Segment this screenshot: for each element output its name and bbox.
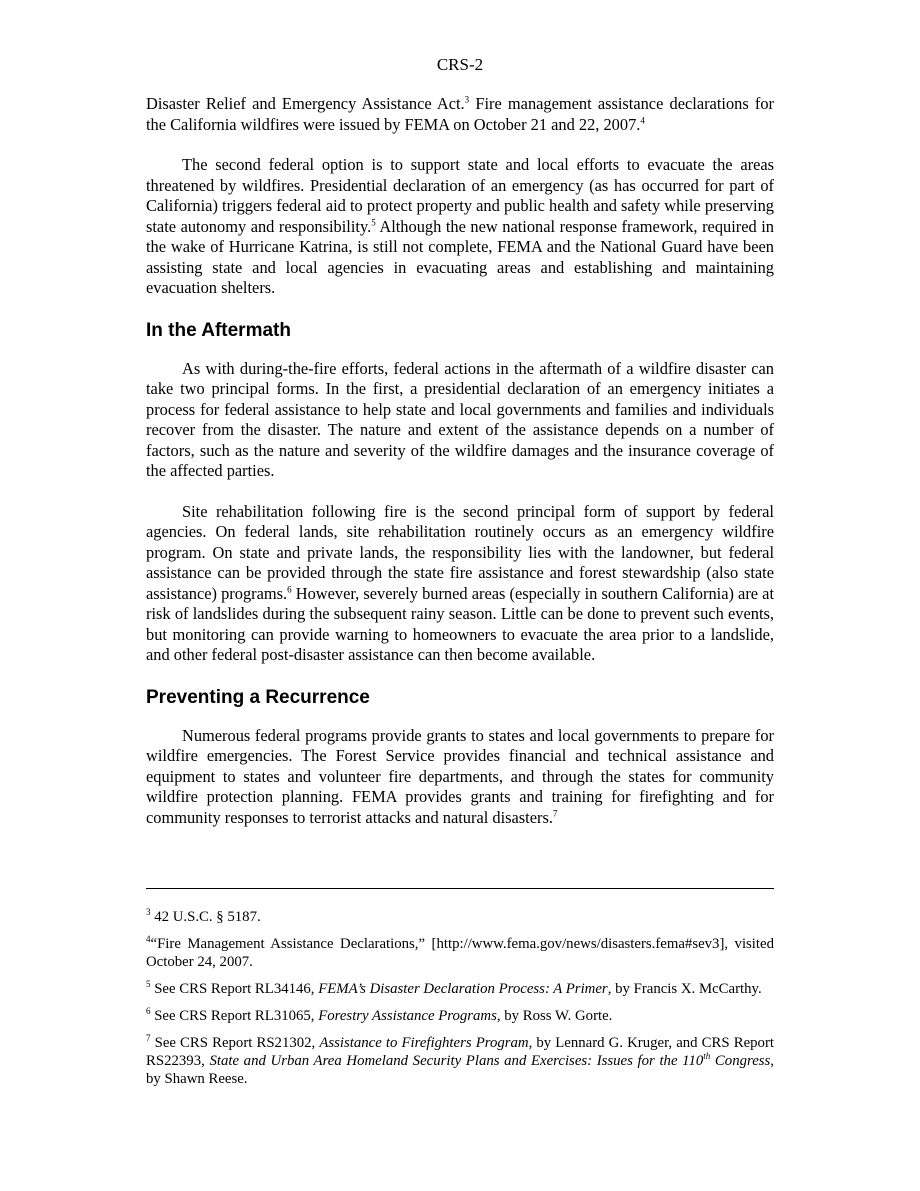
- paragraph: As with during-the-fire efforts, federal actions in the aftermath of a wildfire disaster can take two principal forms. In the first, a presidential declaration of an emergency initiates a process for federal assistance to help state and local governments and families and individuals recover from the disaster. The nature and extent of the assistance depends on a number of factors, such as the nature and severity of the wildfire damages and the insurance coverage of the affected parties.: [146, 358, 774, 480]
- footnote-ref[interactable]: 3: [464, 94, 470, 105]
- footnote: $^4$“Fire Management Assistance Declarations,” [http://www.fema.gov/news/disasters.fema#sev3], visited October 24, 2007.: [146, 934, 774, 970]
- footnote: $^3$ 42 U.S.C. § 5187.: [146, 907, 261, 925]
- footnotes: [146, 908, 774, 1097]
- paragraph: The second federal option is to support state and local efforts to evacuate the areas threatened by wildfires. Presidential declaration of an emergency (as has occurred for part of California) triggers federal aid to protect property and public health and safety while preserving state autonomy and responsibility.$^5$ Although the new national response framework, required in the wake of Hurricane Katrina, is still not complete, FEMA and the National Guard have been assisting state and local agencies in evacuating areas and establishing and maintaining evacuation shelters.: [146, 155, 774, 297]
- footnote: $^7$ See CRS Report RS21302, Assistance to Firefighters Program, by Lennard G. Kruger, and CRS Report RS22393, State and Urban Area Homeland Security Plans and Exercises: Issues for the 110th Congress, by Shawn Reese.: [146, 1033, 774, 1087]
- footnote: $^6$ See CRS Report RL31065, Forestry Assistance Programs, by Ross W. Gorte.: [146, 1006, 613, 1024]
- report-title: FEMA’s Disaster Declaration Process: A Primer: [318, 981, 608, 997]
- footnote: $^5$ See CRS Report RL34146, FEMA’s Disaster Declaration Process: A Primer, by Francis X. McCarthy.: [146, 979, 762, 997]
- body-text: [146, 94, 774, 828]
- report-title: State and Urban Area Homeland Security Plans and Exercises: Issues for the 110th Congress: [209, 1051, 771, 1069]
- report-title: Assistance to Firefighters Program: [319, 1035, 529, 1051]
- section-heading-aftermath: In the Aftermath: [146, 319, 291, 341]
- footnote-ref[interactable]: 4: [640, 115, 645, 126]
- section-heading-recurrence: Preventing a Recurrence: [146, 686, 370, 708]
- page-number: CRS-2: [436, 55, 484, 74]
- paragraph: Disaster Relief and Emergency Assistance Act.$^3$ Fire management assistance declarations for the California wildfires were issued by FEMA on October 21 and 22, 2007.$^4$: [146, 94, 774, 134]
- paragraph: Site rehabilitation following fire is the second principal form of support by federal agencies. On federal lands, site rehabilitation routinely occurs as an emergency wildfire program. On state and private lands, the responsibility lies with the landowner, but federal assistance can be provided through the state fire assistance and forest stewardship (also state assistance) programs.$^6$ However, severely burned areas (especially in southern California) are at risk of landslides during the subsequent rainy season. Little can be done to prevent such events, but monitoring can provide warning to homeowners to evacuate the area prior to a landslide, and other federal post-disaster assistance can then become available.: [146, 501, 774, 664]
- footnote-divider: [146, 888, 774, 889]
- report-title: Forestry Assistance Programs: [318, 1008, 497, 1024]
- footnote-ref[interactable]: 5: [371, 217, 376, 228]
- footnote-ref[interactable]: 7: [552, 808, 558, 819]
- footnote-ref[interactable]: 6: [287, 584, 292, 595]
- paragraph: Numerous federal programs provide grants to states and local governments to prepare for wildfire emergencies. The Forest Service provides financial and technical assistance and equipment to states and volunteer fire departments, and through the states for community wildfire protection planning. FEMA provides grants and training for firefighting and for community responses to terrorist attacks and natural disasters.$^7$: [146, 725, 774, 827]
